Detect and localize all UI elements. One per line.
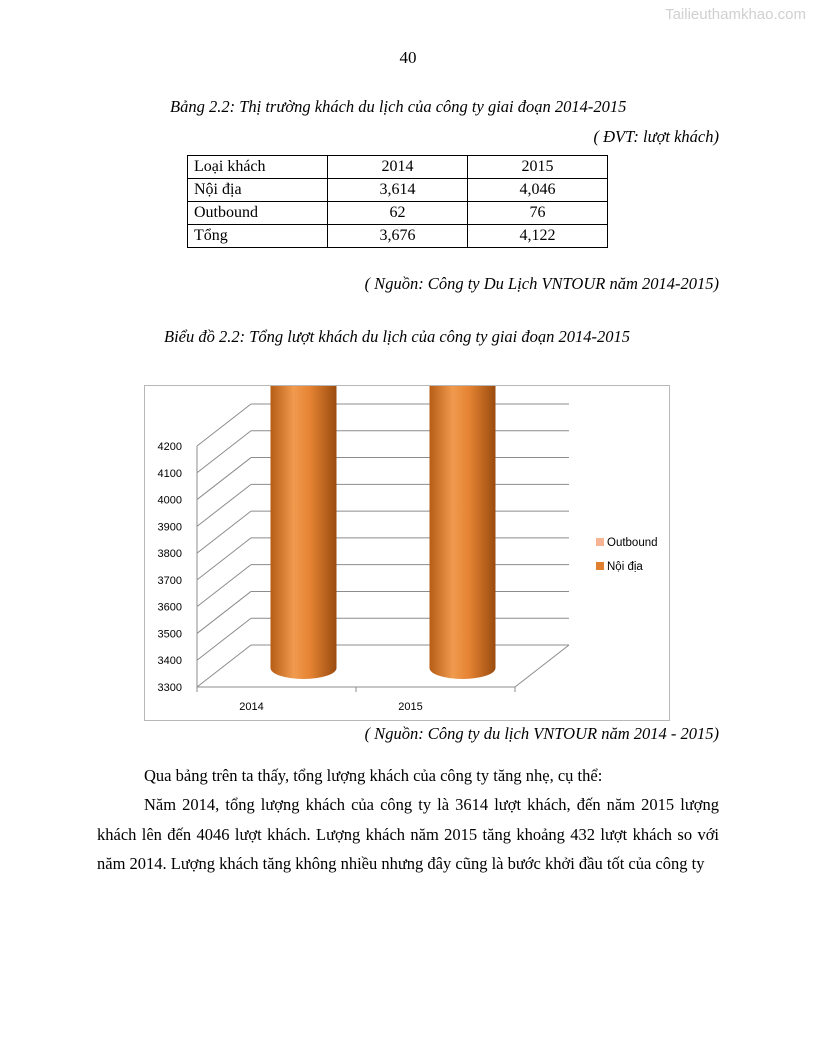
gridline — [197, 431, 251, 473]
table-cell: 62 — [328, 202, 468, 225]
chart — [144, 385, 670, 721]
gridline — [197, 511, 251, 553]
chart-source: ( Nguồn: Công ty du lịch VNTOUR năm 2014 - 2015) — [364, 724, 719, 743]
y-tick-label: 3500 — [157, 628, 182, 641]
watermark: Tailieuthamkhao.com — [665, 6, 806, 23]
y-tick-label: 3300 — [157, 682, 182, 694]
table-cell: 4,046 — [468, 179, 608, 202]
table-header-row — [188, 156, 608, 179]
y-tick-label: 4200 — [157, 441, 182, 453]
bar-segment — [271, 386, 337, 679]
table-cell: 4,122 — [468, 225, 608, 248]
y-tick-label: 3800 — [157, 548, 182, 561]
table-source: ( Nguồn: Công ty Du Lịch VNTOUR năm 2014-2015) — [364, 274, 719, 293]
table-unit: ( ĐVT: lượt khách) — [593, 127, 719, 146]
y-tick-label: 4100 — [157, 467, 182, 480]
y-tick-label: 3900 — [157, 521, 182, 534]
legend-label: Nội địa — [607, 561, 643, 573]
gridline — [197, 404, 251, 446]
chart-canvas — [145, 386, 671, 722]
table-caption: Bảng 2.2: Thị trường khách du lịch của công ty giai đoạn 2014-2015 — [170, 97, 627, 116]
gridline — [197, 645, 251, 687]
table-cell: Tổng — [188, 225, 328, 248]
table-cell: 3,614 — [328, 179, 468, 202]
legend-swatch — [596, 562, 604, 570]
table-cell: Nội địa — [188, 179, 328, 202]
paragraph: Năm 2014, tổng lượng khách của công ty là 3614 lượt khách, đến năm 2015 lượng khách lên đến 4046 lượt khách. Lượng khách năm 2015 tăng khoảng 432 lượt khách so với năm 2014. Lượng khách tăng không nhiều nhưng đây cũng là bước khởi đầu tốt của công ty — [97, 795, 719, 873]
floor-edge — [515, 645, 569, 687]
table-cell: 3,676 — [328, 225, 468, 248]
y-tick-label: 3400 — [157, 655, 182, 668]
table-row — [188, 225, 608, 248]
table-row — [188, 179, 608, 202]
gridline — [197, 458, 251, 500]
table-header-cell: 2014 — [328, 156, 468, 179]
gridline — [197, 618, 251, 660]
bar-segment — [430, 386, 496, 679]
table-cell: 76 — [468, 202, 608, 225]
page-number: 40 — [399, 48, 417, 67]
gridline — [197, 538, 251, 580]
y-tick-label: 3600 — [157, 601, 182, 614]
paragraph: Qua bảng trên ta thấy, tổng lượng khách của công ty tăng nhẹ, cụ thể: — [144, 766, 603, 785]
y-tick-label: 3700 — [157, 574, 182, 587]
gridline — [197, 484, 251, 526]
legend-label: Outbound — [607, 537, 658, 549]
gridline — [197, 565, 251, 607]
x-tick-label: 2015 — [398, 701, 423, 713]
legend-swatch — [596, 538, 604, 546]
table-cell: Outbound — [188, 202, 328, 225]
data-table — [187, 155, 608, 248]
table-header-cell: Loại khách — [188, 156, 328, 179]
chart-caption: Biểu đồ 2.2: Tổng lượt khách du lịch của công ty giai đoạn 2014-2015 — [164, 327, 630, 346]
table-header-cell: 2015 — [468, 156, 608, 179]
table-row — [188, 202, 608, 225]
gridline — [197, 591, 251, 633]
x-tick-label: 2014 — [239, 701, 264, 713]
y-tick-label: 4000 — [157, 494, 182, 507]
